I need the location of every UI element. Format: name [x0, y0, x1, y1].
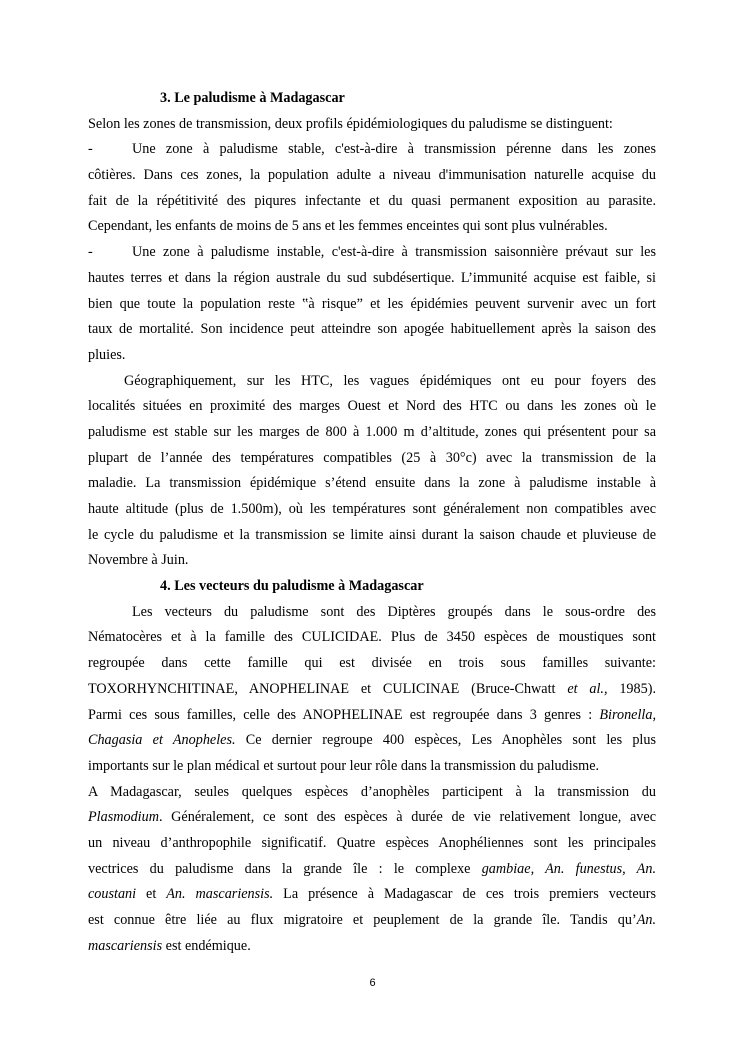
paragraph-line — [88, 882, 656, 908]
text-run: TOXORHYNCHITINAE, ANOPHELINAE et CULICINAE (Bruce-Chwatt — [88, 680, 568, 697]
paragraph-line: fait de la répétitivité des piqures infectante et du quasi permanent exposition au parasite. — [88, 192, 656, 209]
bullet-dash: - — [88, 244, 93, 261]
text-run: 1985). — [607, 680, 656, 697]
paragraph-line: Géographiquement, sur les HTC, les vagues épidémiques ont eu pour foyers des — [124, 372, 656, 389]
paragraph-line: Cependant, les enfants de moins de 5 ans et les femmes enceintes qui sont plus vulnérables. — [88, 218, 608, 235]
text-run: La présence à Madagascar de ces trois premiers vecteurs — [273, 886, 656, 903]
paragraph-line: Novembre à Juin. — [88, 552, 189, 569]
paragraph-line: bien que toute la population reste ‟à risque” et les épidémies peuvent survenir avec un fort — [88, 295, 656, 312]
paragraph-line: côtières. Dans ces zones, la population adulte a niveau d'immunisation naturelle acquise du — [88, 167, 656, 184]
paragraph-line: Une zone à paludisme stable, c'est-à-dire à transmission pérenne dans les zones — [132, 141, 656, 158]
text-run-italic: An. mascariensis. — [166, 886, 274, 903]
paragraph-line: Une zone à paludisme instable, c'est-à-dire à transmission saisonnière prévaut sur les — [132, 244, 656, 261]
paragraph-line: paludisme est stable sur les marges de 800 à 1.000 m d’altitude, zones qui présentent pour sa — [88, 423, 656, 440]
paragraph-line — [88, 908, 656, 934]
paragraph-line: importants sur le plan médical et surtout pour leur rôle dans la transmission du paludisme. — [88, 757, 600, 774]
paragraph-line — [88, 728, 656, 754]
text-run-italic: Chagasia et Anopheles. — [88, 732, 236, 749]
bullet-dash: - — [88, 141, 93, 158]
paragraph-line: Selon les zones de transmission, deux profils épidémiologiques du paludisme se distinguent: — [88, 115, 613, 132]
text-run-italic: mascariensis — [88, 937, 163, 954]
text-run-italic: Plasmodium — [88, 809, 159, 826]
paragraph-line: Nématocères et à la famille des CULICIDAE. Plus de 3450 espèces de moustiques sont — [88, 629, 656, 646]
paragraph-line — [88, 934, 656, 960]
text-run-italic: Bironella, — [599, 706, 656, 723]
paragraph-line: regroupée dans cette famille qui est divisée en trois sous familles suivante: — [88, 655, 656, 672]
text-run: est endémique. — [162, 937, 251, 954]
paragraph-line: A Madagascar, seules quelques espèces d’anophèles participent à la transmission du — [88, 783, 656, 800]
list-item-instable — [88, 240, 656, 266]
paragraph-line: Les vecteurs du paludisme sont des Diptères groupés dans le sous-ordre des — [132, 603, 656, 620]
text-run: et — [136, 886, 167, 903]
paragraph-line: maladie. La transmission épidémique s’étend ensuite dans la zone à paludisme instable à — [88, 475, 656, 492]
paragraph-line: un niveau d’anthropophile significatif. Quatre espèces Anophéliennes sont les principales — [88, 834, 656, 851]
paragraph-line — [88, 703, 656, 729]
page-number: 6 — [369, 977, 376, 989]
paragraph-line: le cycle du paludisme et la transmission se limite ainsi durant la saison chaude et pluvieuse de — [88, 526, 656, 543]
text-run: est connue être liée au flux migratoire et peuplement de la grande île. Tandis qu’ — [88, 912, 637, 928]
paragraph-line: localités situées en proximité des marges Ouest et Nord des HTC ou dans les zones où le — [88, 398, 656, 415]
paragraph-line: taux de mortalité. Son incidence peut atteindre son apogée habituellement après la saison des — [88, 321, 656, 338]
text-run: Ce dernier regroupe 400 espèces, Les Anophèles sont les plus — [235, 732, 656, 749]
paragraph-line: hautes terres et dans la région australe du sud subdésertique. L’immunité acquise est faible, si — [88, 269, 656, 286]
page-body — [88, 86, 656, 959]
paragraph-line — [88, 805, 656, 831]
section-heading-3: 3. Le paludisme à Madagascar — [160, 90, 345, 106]
text-run-italic: gambiae, An. funestus, An. — [481, 860, 656, 877]
paragraph-line: haute altitude (plus de 1.500m), où les températures sont généralement non compatibles avec — [88, 501, 656, 517]
section-heading-4: 4. Les vecteurs du paludisme à Madagascar — [160, 578, 424, 595]
paragraph-line: pluies. — [88, 346, 126, 363]
paragraph-line: plupart de l’année des températures compatibles (25 à 30°c) avec la transmission de la — [88, 449, 656, 466]
text-run-italic: An. — [636, 912, 656, 928]
list-item-stable — [88, 137, 656, 163]
paragraph-line — [88, 857, 656, 883]
text-run: Parmi ces sous familles, celle des ANOPHELINAE est regroupée dans 3 genres : — [88, 706, 600, 723]
text-run-italic: coustani — [88, 886, 137, 903]
paragraph-line — [88, 677, 656, 703]
text-run: . Généralement, ce sont des espèces à durée de vie relativement longue, avec — [158, 809, 656, 826]
text-run: vectrices du paludisme dans la grande île : le complexe — [88, 860, 482, 877]
text-run-italic: et al., — [567, 680, 608, 697]
